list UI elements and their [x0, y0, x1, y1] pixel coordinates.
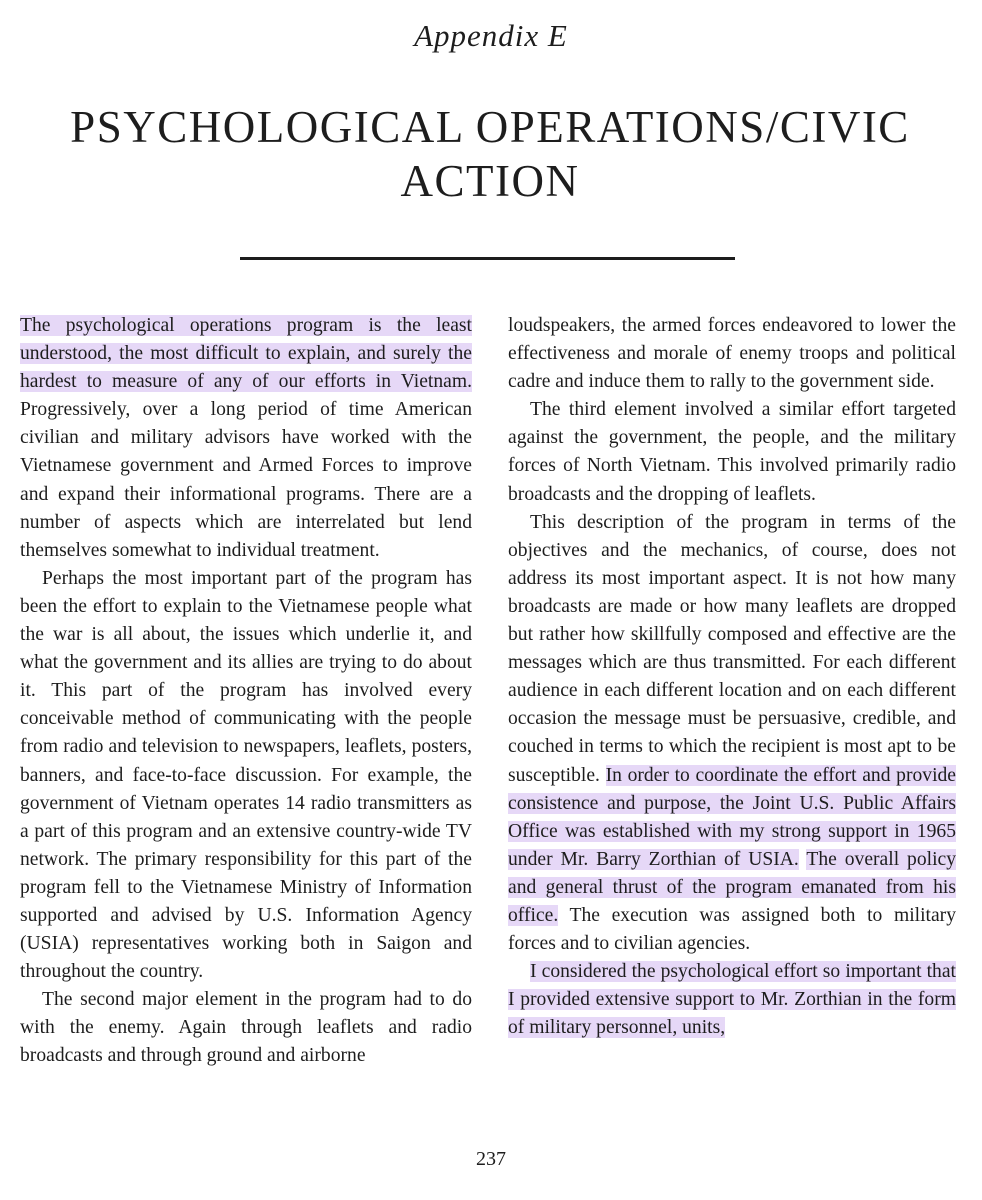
highlighted-text: The psychological operations program is the least understood, the most difficult to explain, and surely the hardest to measure of any of our efforts in Vietnam.	[20, 315, 472, 393]
title-line-2: ACTION	[400, 156, 580, 206]
paragraph-text: Progressively, over a long period of time American civilian and military advisors have worked with the Vietnamese government and Armed Forces to improve and expand their informational programs. There are a number of aspects which are interrelated but lend themselves somewhat to individual treatment.	[20, 399, 472, 561]
appendix-label: Appendix E	[414, 18, 568, 53]
right-paragraph-1: loudspeakers, the armed forces endeavored to lower the effectiveness and morale of enemy troops and political cadre and induce them to rally to the government side.	[508, 315, 956, 393]
right-paragraph-3	[508, 509, 956, 959]
title-rule	[240, 257, 735, 260]
page-title	[40, 100, 940, 208]
page-number: 237	[476, 1148, 506, 1170]
left-paragraph-3: The second major element in the program had to do with the enemy. Again through leaflets and radio broadcasts and through ground and airborne	[20, 989, 472, 1067]
highlighted-text: I considered the psychological effort so important that I provided extensive support to Mr. Zorthian in the form of military personnel, units,	[508, 961, 956, 1039]
title-line-1: PSYCHOLOGICAL OPERATIONS/CIVIC	[70, 102, 910, 152]
right-paragraph-4	[508, 958, 956, 1042]
right-paragraph-2: The third element involved a similar effort targeted against the government, the people, and the military forces of North Vietnam. This involved primarily radio broadcasts and the dropping of leaflets.	[508, 399, 956, 505]
left-paragraph-2: Perhaps the most important part of the program has been the effort to explain to the Vietnamese people what the war is all about, the issues which underlie it, and what the government and its allies are trying to do about it. This part of the program has involved every conceivable method of communicating with the people from radio and television to newspapers, leaflets, posters, banners, and face-to-face discussion. For example, the government of Vietnam operates 14 radio transmitters as a part of this program and an extensive country-wide TV network. The primary responsibility for this part of the program fell to the Vietnamese Ministry of Information supported and advised by U.S. Information Agency (USIA) representatives working both in Saigon and throughout the country.	[20, 567, 472, 983]
paragraph-text: The execution was assigned both to military forces and to civilian agencies.	[508, 904, 956, 955]
left-column	[20, 312, 472, 1071]
highlighted-text: The overall policy and general thrust of the program emanated from his office.	[508, 848, 957, 926]
paragraph-text: This description of the program in terms of the objectives and the mechanics, of course, does not address its most important aspect. It is not how many broadcasts are made or how many leaflets are dropped but rather how skillfully composed and effective are the messages which are thus transmitted. For each different audience in each different location and on each different occasion the message must be persuasive, credible, and couched in terms to which the recipient is most apt to be susceptible.	[508, 511, 956, 786]
left-paragraph-1	[20, 312, 472, 565]
right-column	[508, 312, 956, 1042]
highlighted-text: In order to coordinate the effort and provide consistence and purpose, the Joint U.S. Public Affairs Office was established with my strong support in 1965 under Mr. Barry Zorthian of USIA.	[508, 764, 957, 870]
